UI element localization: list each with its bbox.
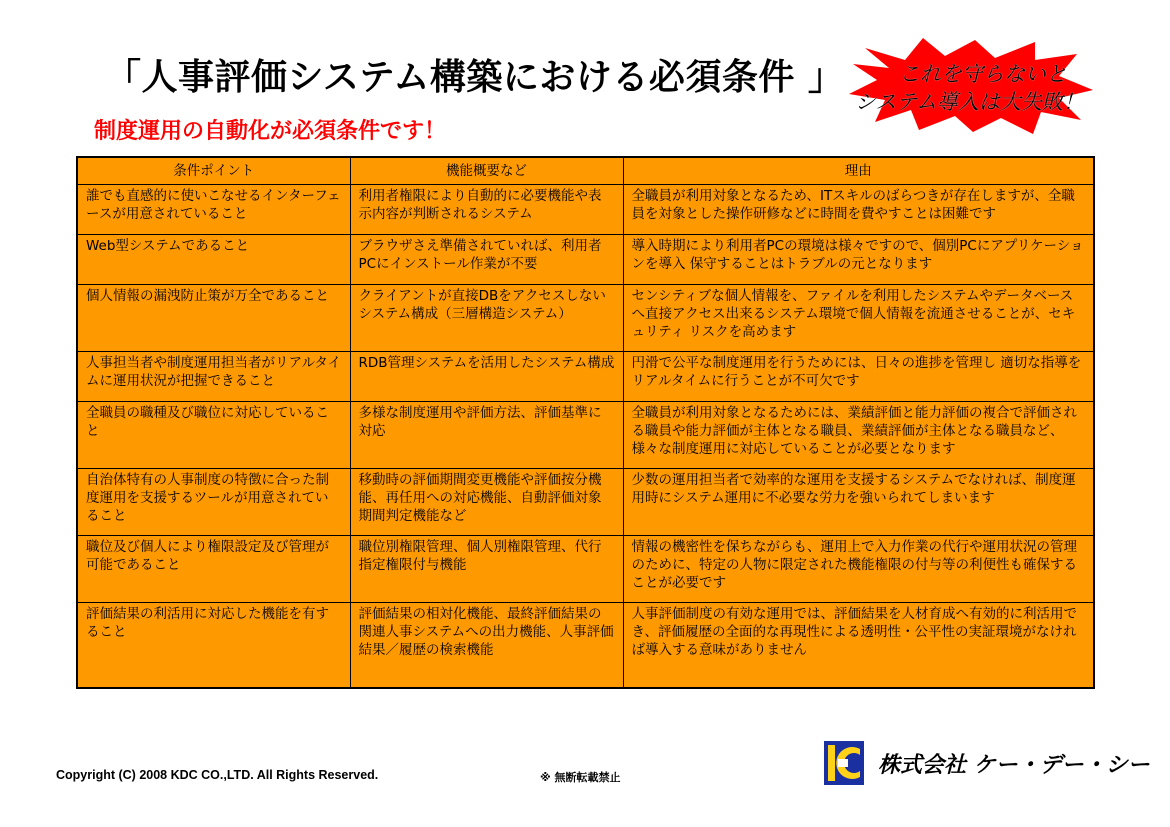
page-title: 「人事評価システム構築における必須条件 」	[105, 57, 845, 98]
company-name: 株式会社 ケー・デー・シー	[878, 753, 1150, 778]
reason-cell: 導入時期により利用者PCの環境は様々ですので、個別PCにアプリケーションを導入 保守することはトラブルの元となります	[623, 235, 1094, 285]
table-row	[77, 185, 1094, 235]
condition-cell: 評価結果の利活用に対応した機能を有すること	[77, 603, 350, 689]
condition-cell: 職位及び個人により権限設定及び管理が可能であること	[77, 536, 350, 603]
table-row	[77, 402, 1094, 469]
function-cell: 評価結果の相対化機能、最終評価結果の関連人事システムへの出力機能、人事評価結果／履歴の検索機能	[350, 603, 623, 689]
header-reason: 理由	[623, 157, 1094, 185]
condition-cell: 全職員の職種及び職位に対応していること	[77, 402, 350, 469]
reason-cell: 人事評価制度の有効な運用では、評価結果を人材育成へ有効的に利活用でき、評価履歴の全面的な再現性による透明性・公平性の実証環境がなければ導入する意味がありません	[623, 603, 1094, 689]
function-cell: RDB管理システムを活用したシステム構成	[350, 352, 623, 402]
function-cell: ブラウザさえ準備されていれば、利用者PCにインストール作業が不要	[350, 235, 623, 285]
conditions-table	[76, 156, 1095, 689]
function-cell: 利用者権限により自動的に必要機能や表示内容が判断されるシステム	[350, 185, 623, 235]
warning-text-1: これを守らないと	[899, 62, 1067, 86]
copyright-text: Copyright (C) 2008 KDC CO.,LTD. All Rights Reserved.	[56, 768, 379, 782]
table-row	[77, 469, 1094, 536]
reason-cell: 少数の運用担当者で効率的な運用を支援するシステムでなければ、制度運用時にシステム運用に不必要な労力を強いられてしまいます	[623, 469, 1094, 536]
warning-text-2: システム導入は大失敗！	[855, 90, 1084, 114]
table-row	[77, 536, 1094, 603]
condition-cell: Web型システムであること	[77, 235, 350, 285]
condition-cell: 人事担当者や制度運用担当者がリアルタイムに運用状況が把握できること	[77, 352, 350, 402]
table-header-row	[77, 157, 1094, 185]
function-cell: 移動時の評価期間変更機能や評価按分機能、再任用への対応機能、自動評価対象期間判定機能など	[350, 469, 623, 536]
reason-cell: 情報の機密性を保ちながらも、運用上で入力作業の代行や運用状況の管理のために、特定の人物に限定された機能権限の付与等の利便性も確保することが必要です	[623, 536, 1094, 603]
table-row	[77, 235, 1094, 285]
function-cell: 職位別権限管理、個人別権限管理、代行指定権限付与機能	[350, 536, 623, 603]
condition-cell: 誰でも直感的に使いこなせるインターフェースが用意されていること	[77, 185, 350, 235]
condition-cell: 自治体特有の人事制度の特徴に合った制度運用を支援するツールが用意されていること	[77, 469, 350, 536]
subtitle: 制度運用の自動化が必須条件です！	[94, 119, 447, 144]
reason-cell: 全職員が利用対象となるためには、業績評価と能力評価の複合で評価される職員や能力評価が主体となる職員、業績評価が主体となる職員など、様々な制度運用に対応していることが必要となります	[623, 402, 1094, 469]
header-function-overview: 機能概要など	[350, 157, 623, 185]
function-cell: 多様な制度運用や評価方法、評価基準に対応	[350, 402, 623, 469]
reason-cell: 円滑で公平な制度運用を行うためには、日々の進捗を管理し 適切な指導をリアルタイムに行うことが不可欠です	[623, 352, 1094, 402]
warning-burst	[845, 38, 1095, 134]
reprint-notice: ※ 無断転載禁止	[540, 771, 621, 784]
header-condition-point: 条件ポイント	[77, 157, 350, 185]
table-row	[77, 352, 1094, 402]
kdc-logo-icon	[824, 741, 864, 785]
condition-cell: 個人情報の漏洩防止策が万全であること	[77, 285, 350, 352]
table-row	[77, 603, 1094, 689]
function-cell: クライアントが直接DBをアクセスしないシステム構成（三層構造システム）	[350, 285, 623, 352]
table-row	[77, 285, 1094, 352]
reason-cell: センシティブな個人情報を、ファイルを利用したシステムやデータベースへ直接アクセス出来るシステム環境で個人情報を流通させることが、セキュリティ リスクを高めます	[623, 285, 1094, 352]
reason-cell: 全職員が利用対象となるため、ITスキルのばらつきが存在しますが、全職員を対象とした操作研修などに時間を費やすことは困難です	[623, 185, 1094, 235]
